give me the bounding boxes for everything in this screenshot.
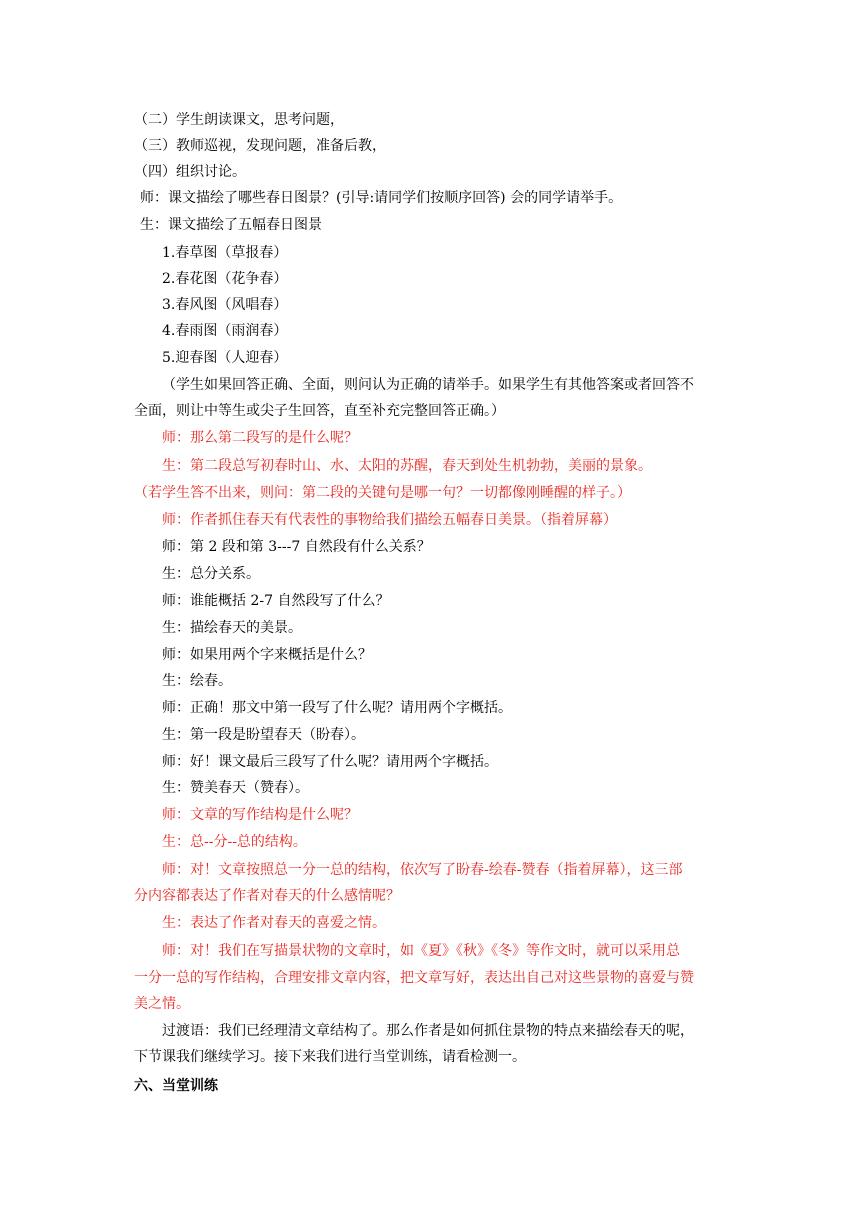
dialogue-line-red: 生：总--分--总的结构。 xyxy=(162,834,307,850)
dialogue-line: 师：第 2 段和第 3---7 自然段有什么关系？ xyxy=(162,539,431,555)
dialogue-line-red: 分内容都表达了作者对春天的什么感情呢？ xyxy=(134,888,400,904)
section-heading: 六、当堂训练 xyxy=(134,1078,218,1094)
hint-line-red: （若学生答不出来，则问：第二段的关键句是哪一句？一切都像刚睡醒的样子。） xyxy=(134,485,631,501)
step-3-line: （三）教师巡视，发现问题，准备后教， xyxy=(134,138,386,154)
transition-line-2: 下节课我们继续学习。接下来我们进行当堂训练，请看检测一。 xyxy=(134,1049,526,1065)
teacher-question-line: 师：课文描绘了哪些春日图景？(引导:请同学们按顺序回答) 会的同学请举手。 xyxy=(140,190,623,206)
list-item-4: 4.春雨图（雨润春） xyxy=(162,323,288,339)
note-line-1: （学生如果回答正确、全面，则问认为正确的请举手。如果学生有其他答案或者回答不 xyxy=(162,377,694,393)
transition-line-1: 过渡语：我们已经理清文章结构了。那么作者是如何抓住景物的特点来描绘春天的呢， xyxy=(162,1023,694,1039)
dialogue-line: 师：好！课文最后三段写了什么呢？请用两个字概括。 xyxy=(162,754,498,770)
step-4-line: （四）组织讨论。 xyxy=(134,164,246,180)
step-2-line: （二）学生朗读课文，思考问题， xyxy=(134,112,344,128)
dialogue-line-red: 生：表达了作者对春天的喜爱之情。 xyxy=(162,915,386,931)
student-answer-line: 生：课文描绘了五幅春日图景 xyxy=(140,217,322,233)
teacher-summary-red: 师：作者抓住春天有代表性的事物给我们描绘五幅春日美景。（指着屏幕） xyxy=(162,512,617,528)
dialogue-line-red: 师：文章的写作结构是什么呢？ xyxy=(162,807,358,823)
dialogue-line: 师：谁能概括 2-7 自然段写了什么？ xyxy=(162,593,390,609)
dialogue-line: 师：正确！那文中第一段写了什么呢？请用两个字概括。 xyxy=(162,700,512,716)
student-line-red: 生：第二段总写初春时山、水、太阳的苏醒，春天到处生机勃勃，美丽的景象。 xyxy=(162,458,652,474)
dialogue-line-red: 美之情。 xyxy=(134,996,190,1012)
dialogue-line: 生：描绘春天的美景。 xyxy=(162,620,302,636)
dialogue-line-red: 师：对！我们在写描景状物的文章时，如《夏》《秋》《冬》等作文时，就可以采用总 xyxy=(162,943,680,959)
note-line-2: 全面，则让中等生或尖子生回答，直至补充完整回答正确。） xyxy=(134,403,505,419)
dialogue-line: 生：第一段是盼望春天（盼春）。 xyxy=(162,727,365,743)
list-item-5: 5.迎春图（人迎春） xyxy=(162,350,288,366)
list-item-3: 3.春风图（风唱春） xyxy=(162,297,288,313)
dialogue-line: 生：总分关系。 xyxy=(162,566,260,582)
dialogue-line: 生：赞美春天（赞春）。 xyxy=(162,780,309,796)
teacher-line-red: 师：那么第二段写的是什么呢？ xyxy=(162,430,358,446)
dialogue-line: 师：如果用两个字来概括是什么？ xyxy=(162,647,372,663)
dialogue-line-red: 师：对！文章按照总一分一总的结构，依次写了盼春-绘春-赞春（指着屏幕），这三部 xyxy=(162,862,683,878)
dialogue-line: 生：绘春。 xyxy=(162,673,232,689)
list-item-1: 1.春草图（草报春） xyxy=(162,245,288,261)
dialogue-line-red: 一分一总的写作结构，合理安排文章内容，把文章写好，表达出自己对这些景物的喜爱与赞 xyxy=(134,970,694,986)
list-item-2: 2.春花图（花争春） xyxy=(162,271,288,287)
